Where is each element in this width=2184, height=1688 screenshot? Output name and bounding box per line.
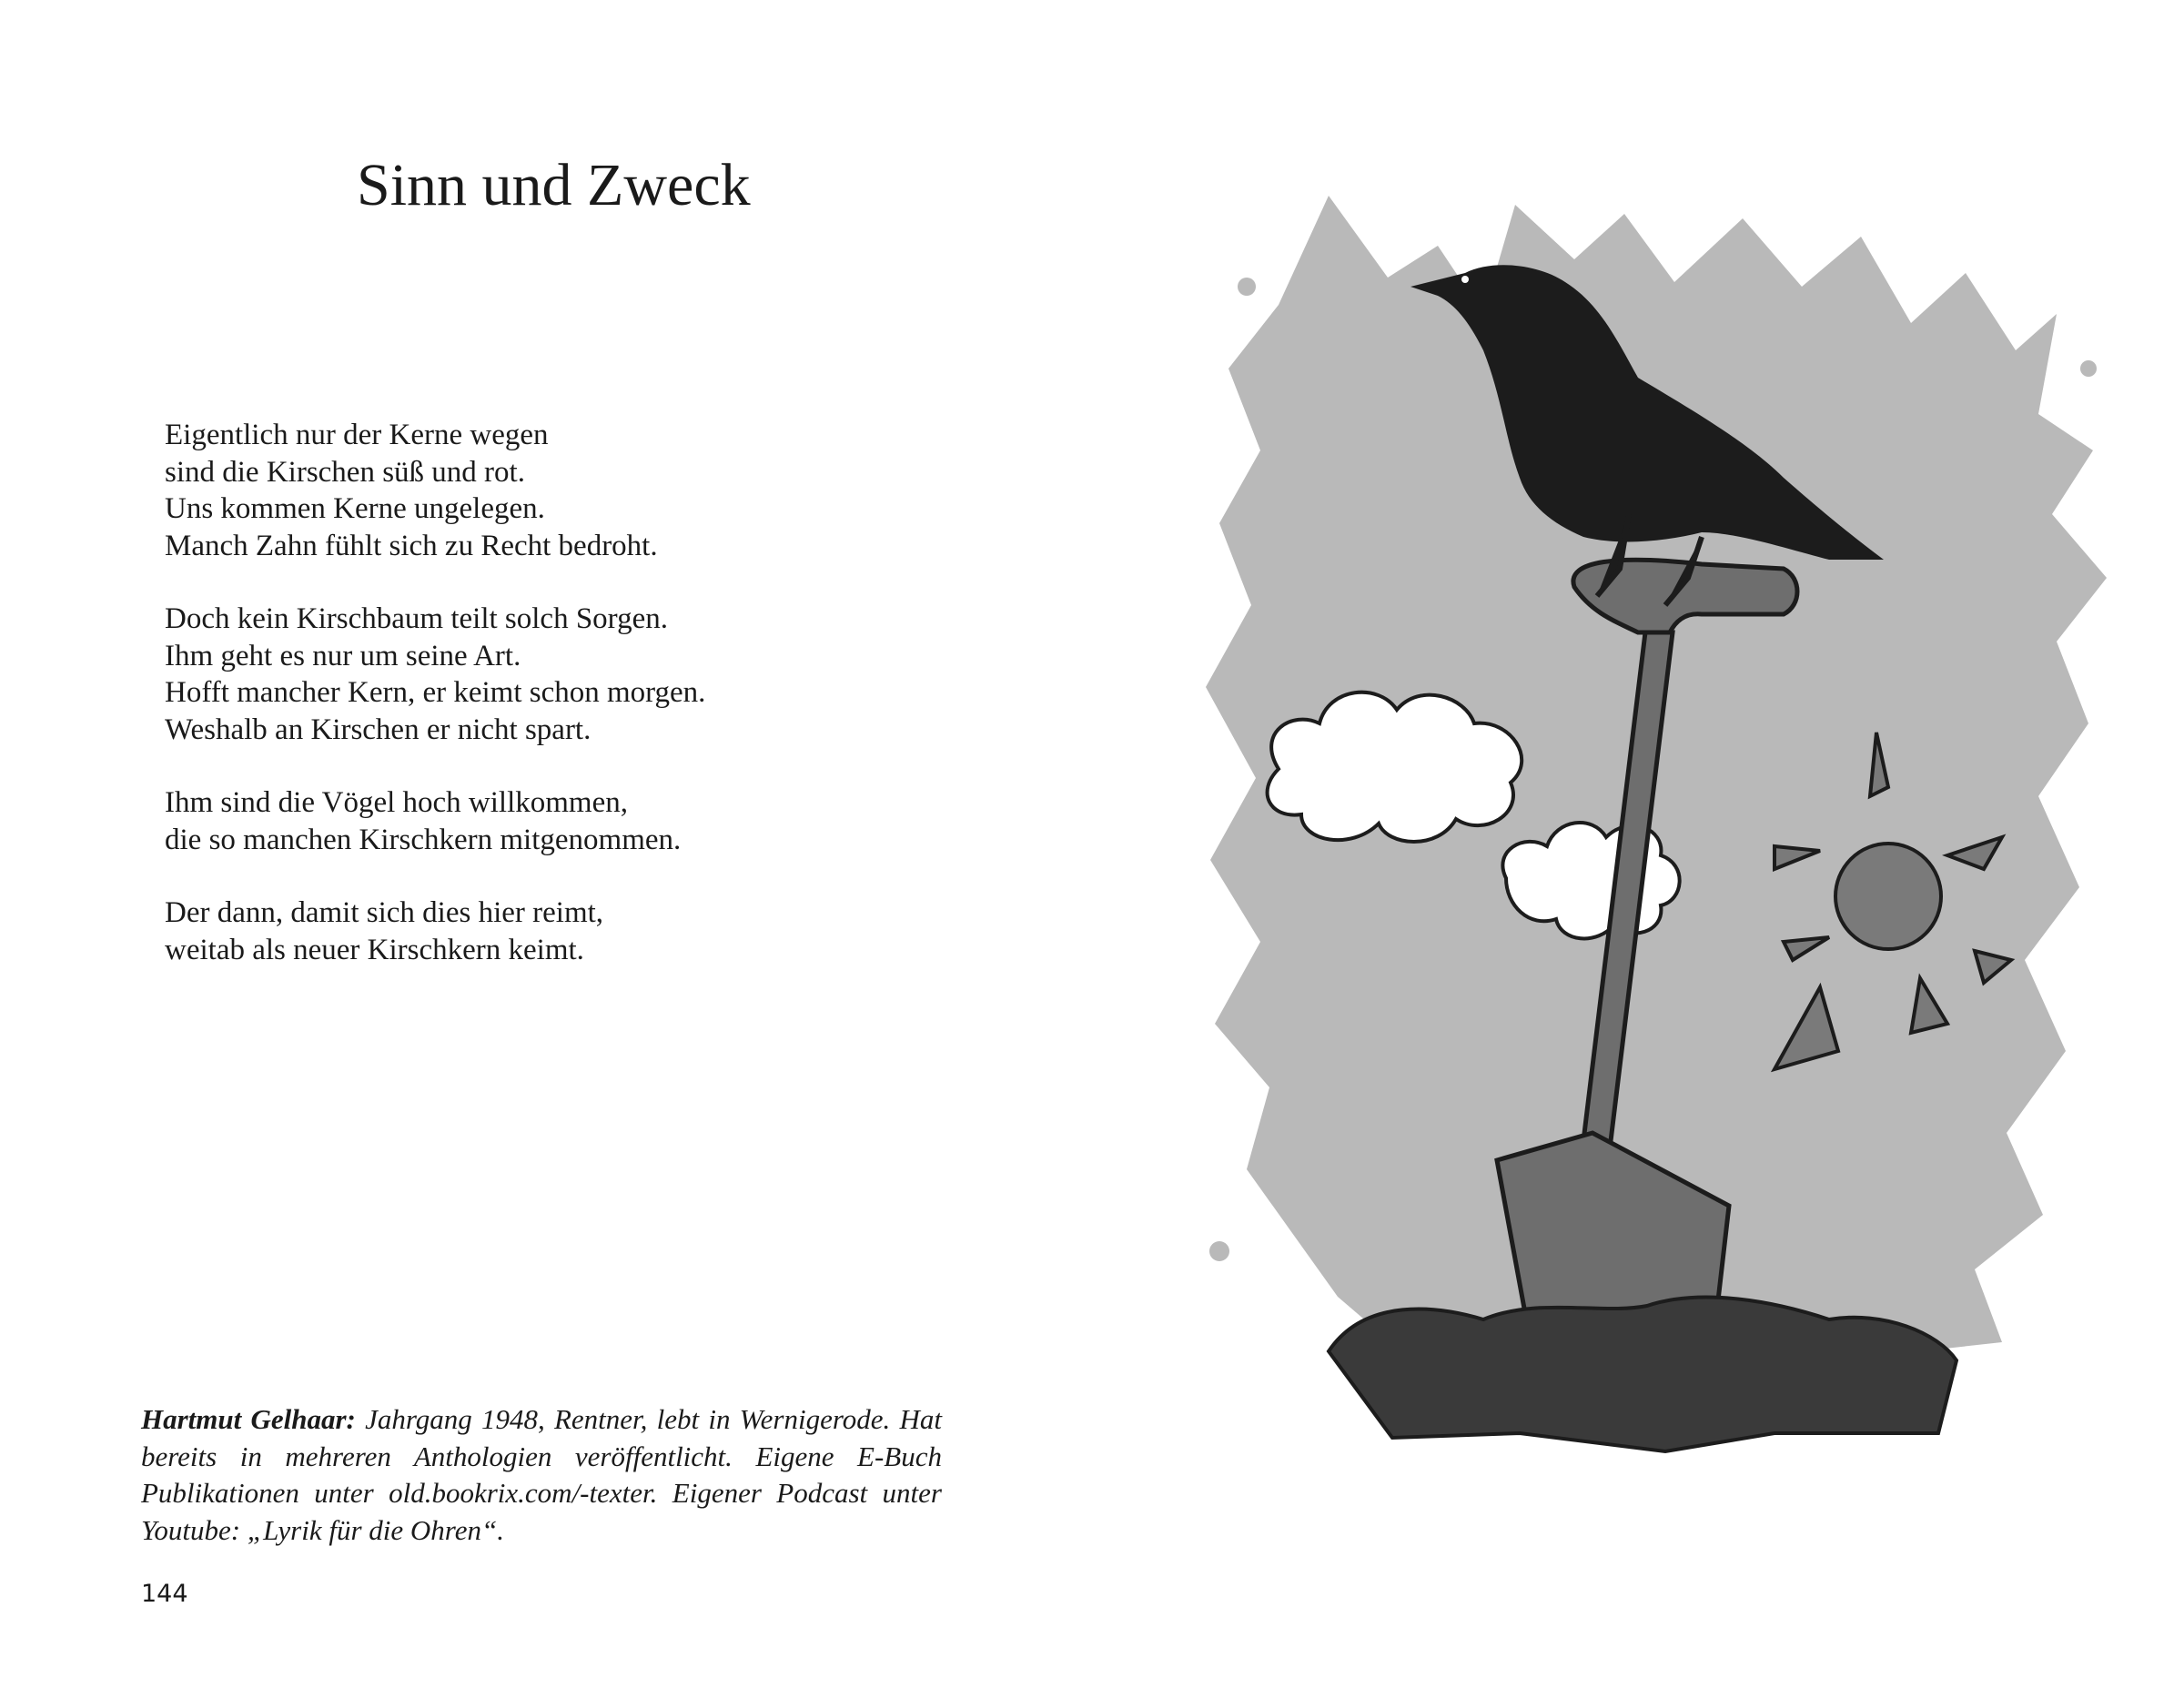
poem-line: Ihm sind die Vögel hoch willkommen,	[165, 786, 629, 819]
poem-stanza	[165, 417, 705, 564]
poem-line: Manch Zahn fühlt sich zu Recht bedroht.	[165, 529, 658, 562]
poem-line: die so manchen Kirschkern mitgenommen.	[165, 823, 682, 856]
poem-line: Weshalb an Kirschen er nicht spart.	[165, 713, 592, 746]
poem-line: Der dann, damit sich dies hier reimt,	[165, 896, 604, 929]
poem-line: Ihm geht es nur um seine Art.	[165, 639, 521, 672]
bird-on-spade-illustration	[1192, 177, 2120, 1570]
poem-line: Hofft mancher Kern, er keimt schon morgen.	[165, 676, 706, 709]
poem-line: Eigentlich nur der Kerne wegen	[165, 419, 549, 451]
poem-line: sind die Kirschen süß und rot.	[165, 455, 525, 489]
poem-line: Uns kommen Kerne ungelegen.	[165, 492, 545, 525]
poem-stanza	[165, 601, 705, 748]
poem-body	[165, 417, 705, 1005]
page-number: 144	[141, 1580, 188, 1608]
poem-title: Sinn und Zweck	[357, 152, 751, 218]
author-bio	[141, 1401, 942, 1549]
poem-line: Doch kein Kirschbaum teilt solch Sorgen.	[165, 602, 668, 635]
poem-stanza	[165, 895, 705, 968]
paint-speck	[1209, 1241, 1229, 1261]
author-bio-text: Jahrgang 1948, Rentner, lebt in Wernigerode. Hat bereits in mehreren Anthologien veröffentlicht. Eigene E-Buch Publikationen unter old.bookrix.com/-texter. Eigener Podcast unter Youtube: „Lyrik für die Ohren“.	[141, 1403, 942, 1546]
poem-stanza	[165, 784, 705, 858]
poem-line: weitab als neuer Kirschkern keimt.	[165, 933, 584, 966]
paint-speck	[1238, 278, 1256, 296]
author-name: Hartmut Gelhaar:	[141, 1403, 356, 1435]
paint-speck	[2080, 360, 2097, 377]
soil-mound	[1329, 1298, 1956, 1451]
